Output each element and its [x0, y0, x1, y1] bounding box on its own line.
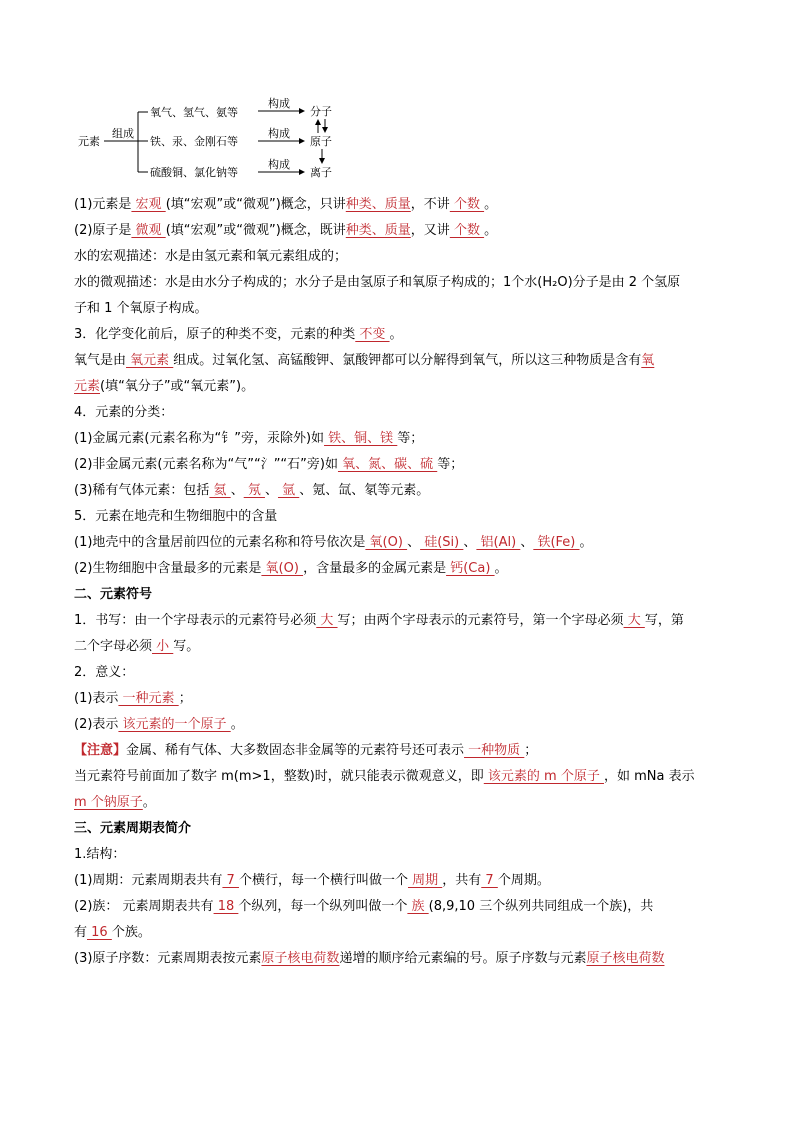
text-segment: 水的微观描述：水是由水分子构成的；水分子是由氢原子和氧原子构成的；1个水(H₂O)分子是由 2 个氢原: [74, 275, 681, 290]
text-segment: 氧气是由: [74, 353, 127, 368]
text-segment: 、: [230, 483, 244, 498]
answer-blank: 7: [222, 873, 239, 888]
text-segment: ；: [178, 691, 192, 706]
text-segment: 。: [484, 223, 498, 238]
text-segment: 。: [579, 535, 593, 550]
answer-blank: 元素: [74, 379, 101, 394]
text-line: [74, 348, 738, 374]
text-segment: 4．元素的分类：: [74, 405, 174, 420]
answer-blank: 不变: [355, 327, 390, 342]
answer-blank: 一种元素: [118, 691, 179, 706]
text-line: [74, 894, 738, 920]
answer-blank: 铁(Fe): [533, 535, 580, 550]
text-segment: 当元素符号前面加了数字 m(m>1，整数)时，就只能表示微观意义，即: [74, 769, 484, 784]
text-segment: ，不讲: [410, 197, 450, 212]
diagram-group-3: 硫酸铜、氯化钠等: [150, 166, 238, 179]
text-segment: 递增的顺序给元素编的号。原子序数与元素: [339, 951, 587, 966]
text-segment: 子和 1 个氧原子构成。: [74, 301, 208, 316]
text-segment: (1)元素是: [74, 197, 132, 212]
text-line: [74, 868, 738, 894]
text-line: [74, 374, 738, 400]
text-segment: 等；: [397, 431, 424, 446]
text-line: [74, 426, 738, 452]
answer-blank: 大: [623, 613, 645, 628]
text-segment: (2)表示: [74, 717, 119, 732]
text-segment: 、: [520, 535, 534, 550]
body-text: [74, 192, 738, 972]
answer-blank: 铝(Al): [476, 535, 521, 550]
text-segment: 3．化学变化前后，原子的种类不变，元素的种类: [74, 327, 356, 342]
answer-blank: 钙(Ca): [446, 561, 495, 576]
text-segment: 。: [484, 197, 498, 212]
answer-blank: 氩: [277, 483, 300, 498]
text-segment: ，如 mNa 表示: [603, 769, 695, 784]
text-line: [74, 842, 738, 868]
answer-blank: 微观: [131, 223, 166, 238]
text-segment: (2)生物细胞中含量最多的元素是: [74, 561, 262, 576]
answer-blank: 小: [152, 639, 174, 654]
diagram-group-2: 铁、汞、金刚石等: [150, 135, 238, 148]
text-line: [74, 660, 738, 686]
text-segment: 二个字母必须: [74, 639, 153, 654]
text-segment: (3)原子序数：元素周期表按元素: [74, 951, 262, 966]
text-line: [74, 920, 738, 946]
text-line: [74, 296, 738, 322]
text-line: [74, 218, 738, 244]
section-heading: 二、元素符号: [74, 587, 153, 602]
answer-blank: 大: [316, 613, 338, 628]
text-line: [74, 244, 738, 270]
text-line: [74, 634, 738, 660]
section-heading: 三、元素周期表简介: [74, 821, 192, 836]
text-line: [74, 816, 738, 842]
text-line: [74, 478, 738, 504]
text-line: [74, 608, 738, 634]
text-segment: (填“氧分子”或“氧元素”)。: [100, 379, 255, 394]
text-segment: ；: [524, 743, 538, 758]
answer-blank: 氧(O): [261, 561, 304, 576]
answer-blank: 一种物质: [464, 743, 525, 758]
text-segment: (2)非金属元素(元素名称为“气”“氵”“石”旁)如: [74, 457, 338, 472]
answer-blank: 宏观: [131, 197, 166, 212]
text-segment: 。: [389, 327, 403, 342]
construct-label-2: 构成: [268, 127, 290, 140]
answer-blank: 16: [87, 925, 112, 940]
text-segment: 个周期。: [497, 873, 550, 888]
answer-blank: 氧、氮、碳、硫: [337, 457, 438, 472]
text-segment: (1)地壳中的含量居前四位的元素名称和符号依次是: [74, 535, 366, 550]
text-segment: 、: [407, 535, 421, 550]
text-segment: 有: [74, 925, 88, 940]
text-segment: (填“宏观”或“微观”)概念，只讲: [165, 197, 346, 212]
text-segment: (3)稀有气体元素：包括: [74, 483, 210, 498]
text-segment: (填“宏观”或“微观”)概念，既讲: [165, 223, 346, 238]
text-segment: 5．元素在地壳和生物细胞中的含量: [74, 509, 278, 524]
text-segment: 。: [142, 795, 156, 810]
text-segment: 个纵列，每一个纵列叫做一个: [238, 899, 408, 914]
particle-molecule: 分子: [310, 105, 332, 118]
text-line: [74, 790, 738, 816]
construct-label-1: 构成: [268, 97, 290, 110]
text-segment: (1)周期：元素周期表共有: [74, 873, 223, 888]
text-segment: 2．意义：: [74, 665, 135, 680]
text-segment: 水的宏观描述：水是由氢元素和氧元素组成的；: [74, 249, 348, 264]
text-segment: 、: [264, 483, 278, 498]
answer-blank: 氧元素: [126, 353, 174, 368]
text-segment: (8,9,10 三个纵列共同组成一个族)，共: [428, 899, 654, 914]
text-segment: ，又讲: [410, 223, 450, 238]
diagram-compose-label: 组成: [112, 127, 134, 140]
text-line: [74, 764, 738, 790]
text-line: [74, 270, 738, 296]
answer-blank: 周期: [407, 873, 443, 888]
answer-blank: 种类、质量: [345, 197, 411, 212]
answer-blank: 族: [407, 899, 429, 914]
diagram-group-1: 氧气、氢气、氨等: [150, 106, 238, 119]
text-line: [74, 946, 738, 972]
answer-blank: 原子核电荷数: [261, 951, 340, 966]
answer-blank: m 个钠原子: [74, 795, 143, 810]
text-line: [74, 192, 738, 218]
text-segment: ，含量最多的金属元素是: [303, 561, 447, 576]
answer-blank: 原子核电荷数: [586, 951, 665, 966]
text-segment: 写。: [173, 639, 200, 654]
answer-blank: 铁、铜、镁: [324, 431, 398, 446]
text-segment: 、: [463, 535, 477, 550]
text-line: [74, 504, 738, 530]
text-line: [74, 582, 738, 608]
answer-blank: 种类、质量: [345, 223, 411, 238]
text-segment: 写，第: [644, 613, 684, 628]
answer-blank: 个数: [449, 197, 485, 212]
text-line: [74, 738, 738, 764]
answer-blank: 个数: [449, 223, 485, 238]
text-segment: 金属、稀有气体、大多数固态非金属等的元素符号还可表示: [126, 743, 465, 758]
text-segment: 等；: [437, 457, 464, 472]
note-label: 【注意】: [74, 743, 127, 758]
text-segment: (1)金属元素(元素名称为“钅”旁，汞除外)如: [74, 431, 325, 446]
particle-ion: 离子: [310, 166, 332, 179]
text-line: [74, 556, 738, 582]
element-composition-diagram: [70, 95, 390, 185]
text-segment: ，共有: [442, 873, 482, 888]
diagram-root: 元素: [78, 135, 100, 148]
answer-blank: 氧: [641, 353, 655, 368]
text-line: [74, 400, 738, 426]
text-line: [74, 452, 738, 478]
text-segment: (2)族： 元素周期表共有: [74, 899, 214, 914]
construct-label-3: 构成: [268, 158, 290, 171]
answer-blank: 氖: [243, 483, 265, 498]
text-segment: 、氪、氙、氡等元素。: [299, 483, 430, 498]
answer-blank: 7: [481, 873, 498, 888]
text-line: [74, 530, 738, 556]
answer-blank: 硅(Si): [420, 535, 464, 550]
diagram-svg: [70, 95, 390, 185]
answer-blank: 氧(O): [365, 535, 408, 550]
text-segment: 。: [494, 561, 508, 576]
text-segment: 个族。: [111, 925, 151, 940]
text-segment: (1)表示: [74, 691, 119, 706]
answer-blank: 18: [213, 899, 239, 914]
text-line: [74, 712, 738, 738]
text-line: [74, 686, 738, 712]
text-line: [74, 322, 738, 348]
text-segment: 1.结构：: [74, 847, 126, 862]
text-segment: 个横行，每一个横行叫做一个: [238, 873, 408, 888]
answer-blank: 该元素的一个原子: [118, 717, 231, 732]
particle-atom: 原子: [310, 135, 332, 148]
text-segment: (2)原子是: [74, 223, 132, 238]
answer-blank: 该元素的 m 个原子: [483, 769, 604, 784]
text-segment: 1．书写：由一个字母表示的元素符号必须: [74, 613, 317, 628]
answer-blank: 氦: [209, 483, 231, 498]
text-segment: 。: [230, 717, 244, 732]
text-segment: 组成。过氧化氢、高锰酸钾、氯酸钾都可以分解得到氧气，所以这三种物质是含有: [173, 353, 642, 368]
text-segment: 写；由两个字母表示的元素符号，第一个字母必须: [337, 613, 624, 628]
